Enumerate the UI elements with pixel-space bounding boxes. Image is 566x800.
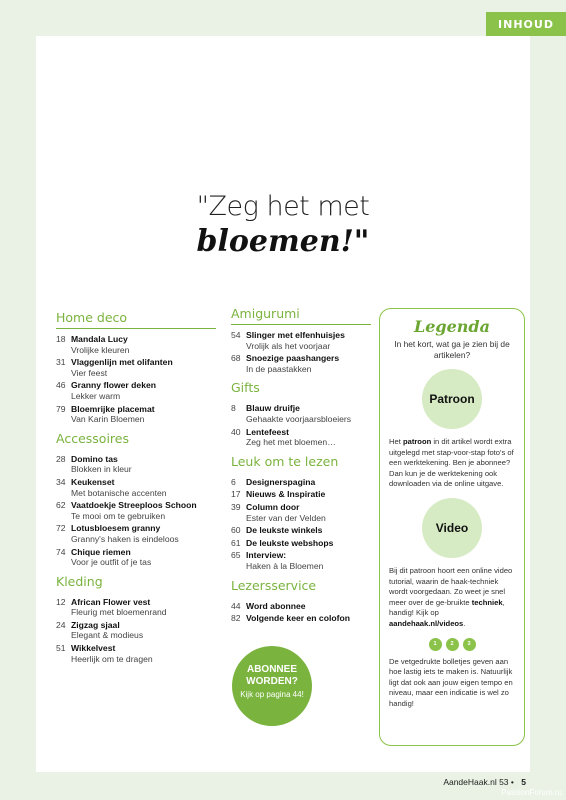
toc-entry[interactable]	[231, 403, 371, 424]
difficulty-dots	[389, 638, 515, 651]
patroon-bold: patroon	[402, 437, 432, 446]
toc-page-number: 18	[56, 334, 66, 344]
toc-page-number: 46	[56, 380, 66, 391]
toc-page-number: 24	[56, 619, 66, 630]
video-text-mid: , handig! Kijk op	[389, 597, 505, 618]
toc-entry-text	[246, 538, 333, 549]
toc-entry-text	[246, 477, 315, 488]
toc-entry[interactable]	[231, 489, 371, 500]
patroon-text-post: in dit artikel wordt extra uitgelegd met stap-voor-stap foto's of een werktekening. Ben je abonnee? Dan kun je de werktekening ook downloaden via de online uitgave.	[389, 437, 514, 489]
headline-line1: "Zeg het met	[196, 191, 370, 222]
toc-entry-title: Lentefeest	[246, 426, 289, 437]
toc-entry[interactable]	[56, 454, 216, 475]
toc-section	[231, 578, 371, 624]
toc-page-number: 28	[56, 453, 66, 464]
toc-entry-subtitle: Fleurig met bloemenrand	[71, 607, 167, 618]
toc-page-number: 65	[231, 550, 241, 561]
toc-entry-title: Keukenset	[71, 476, 115, 487]
video-text-end: .	[463, 618, 466, 628]
toc-entry-title: Zigzag sjaal	[71, 619, 120, 630]
toc-entry-text	[71, 357, 173, 378]
toc-entry-text	[246, 502, 326, 523]
toc-entry[interactable]	[231, 613, 371, 624]
toc-entry-title: Granny flower deken	[71, 380, 157, 391]
toc-section-title: Lezersservice	[231, 577, 317, 593]
toc-entry[interactable]	[56, 547, 216, 568]
toc-section-title: Kleding	[56, 573, 103, 589]
toc-entry-title: Interview:	[246, 550, 287, 561]
toc-entry-title: Blauw druifje	[246, 403, 300, 414]
toc-entry-text	[246, 550, 323, 571]
toc-page-number: 51	[56, 643, 66, 654]
toc-entry-title: African Flower vest	[71, 596, 151, 607]
toc-entry[interactable]	[56, 523, 216, 544]
toc-page-number: 44	[231, 600, 241, 611]
toc-entry-subtitle: Heerlijk om te dragen	[71, 653, 153, 664]
toc-entry[interactable]	[56, 357, 216, 378]
patroon-description	[389, 437, 515, 490]
toc-column-left	[56, 310, 216, 670]
toc-page-number: 39	[231, 501, 241, 512]
toc-entry-text	[71, 380, 156, 401]
toc-entry[interactable]	[231, 353, 371, 374]
toc-page-number: 31	[56, 357, 66, 368]
toc-entry[interactable]	[56, 597, 216, 618]
toc-entry-title: Snoezige paashangers	[246, 353, 340, 364]
footer-page-number: 5	[521, 777, 526, 787]
toc-entry[interactable]	[56, 404, 216, 425]
toc-entry-title: Chique riemen	[71, 546, 131, 557]
toc-entry-text	[246, 601, 306, 612]
badge-subtext: Kijk op pagina 44!	[240, 690, 304, 699]
toc-entry-title: Slinger met elfenhuisjes	[246, 330, 345, 340]
toc-entry-text	[71, 454, 132, 475]
toc-section-title: Accessoires	[56, 430, 129, 446]
toc-entry-subtitle: Blokken in kleur	[71, 464, 132, 475]
toc-entry[interactable]	[231, 502, 371, 523]
watermark: PassionForum.ru	[501, 788, 562, 797]
toc-entry-title: Vaatdoekje Streeploos Schoon	[71, 500, 197, 511]
legend-box	[379, 308, 525, 746]
toc-page-number: 60	[231, 525, 241, 536]
toc-entry-text	[246, 489, 325, 500]
toc-entry[interactable]	[56, 334, 216, 355]
difficulty-dot-icon: 2	[446, 638, 459, 651]
legend-subtitle: In het kort, wat ga je zien bij de artikelen?	[394, 339, 510, 360]
footer-bullet: •	[510, 777, 514, 787]
toc-entry[interactable]	[231, 330, 371, 351]
toc-entry-title: Column door	[246, 501, 300, 512]
toc-section	[56, 310, 216, 425]
video-description	[389, 566, 515, 630]
toc-entry[interactable]	[231, 550, 371, 571]
toc-entry-text	[71, 334, 129, 355]
toc-entry-title: Bloemrijke placemat	[71, 403, 155, 414]
headline	[36, 191, 530, 259]
toc-entry[interactable]	[231, 538, 371, 549]
toc-entry-text	[71, 404, 155, 425]
toc-entry-subtitle: Vrolijke kleuren	[71, 344, 130, 355]
toc-entry-subtitle: Met botanische accenten	[71, 487, 167, 498]
video-bold-techniek: techniek	[471, 597, 503, 607]
toc-section	[231, 454, 371, 572]
section-tab: INHOUD	[486, 12, 566, 36]
toc-page-number: 54	[231, 330, 241, 340]
patroon-circle-icon	[422, 369, 482, 429]
toc-entry-title: Wikkelvest	[71, 643, 116, 654]
toc-entry-text	[246, 613, 350, 624]
toc-entry[interactable]	[56, 380, 216, 401]
toc-entry-title: De leukste webshops	[246, 537, 334, 548]
toc-page-number: 8	[231, 403, 236, 414]
toc-entry-subtitle: Te mooi om te gebruiken	[71, 510, 166, 521]
toc-section	[56, 431, 216, 568]
toc-entry-subtitle: Vrolijk als het voorjaar	[246, 340, 331, 351]
toc-entry-title: Volgende keer en colofon	[246, 613, 350, 624]
toc-entry-text	[71, 597, 167, 618]
video-label: Video	[435, 520, 469, 535]
toc-page-number: 72	[56, 523, 66, 534]
patroon-label: Patroon	[429, 392, 475, 406]
toc-entry-title: Vlaggenlijn met olifanten	[71, 357, 173, 368]
toc-entry-title: Designerspagina	[246, 476, 316, 487]
toc-entry-text	[71, 523, 179, 544]
subscribe-badge[interactable]	[232, 646, 312, 726]
toc-entry-subtitle: Lekker warm	[71, 390, 121, 401]
toc-section	[231, 306, 371, 374]
toc-section-title: Home deco	[56, 310, 216, 329]
toc-entry[interactable]	[56, 477, 216, 498]
toc-entry-text	[246, 353, 339, 374]
toc-entry-title: Mandala Lucy	[71, 334, 128, 344]
toc-section	[56, 574, 216, 665]
toc-section-title: Leuk om te lezen	[231, 453, 339, 469]
toc-entry-subtitle: Elegant & modieus	[71, 630, 144, 641]
toc-entry-text	[246, 330, 345, 351]
toc-entry-subtitle: Zeg het met bloemen…	[246, 437, 336, 448]
patroon-text-pre: Het	[389, 437, 401, 446]
toc-page-number: 74	[56, 546, 66, 557]
toc-page-number: 61	[231, 537, 241, 548]
toc-page-number: 17	[231, 489, 241, 500]
toc-entry-text	[71, 500, 197, 521]
toc-page-number: 62	[56, 500, 66, 511]
page-footer	[443, 777, 526, 787]
toc-page-number: 34	[56, 476, 66, 487]
toc-entry[interactable]	[231, 427, 371, 448]
toc-section-title: Gifts	[231, 380, 260, 396]
toc-entry-text	[246, 525, 322, 536]
toc-entry-subtitle: Granny's haken is eindeloos	[71, 533, 179, 544]
difficulty-dot-icon: 1	[429, 638, 442, 651]
toc-entry-title: De leukste winkels	[246, 525, 323, 536]
toc-entry-title: Lotusbloesem granny	[71, 523, 161, 534]
toc-entry-subtitle: Haken à la Bloemen	[246, 560, 324, 571]
toc-entry-subtitle: Vier feest	[71, 367, 108, 378]
toc-entry-subtitle: Voor je outfit of je tas	[71, 557, 152, 568]
toc-entry[interactable]	[231, 525, 371, 536]
difficulty-description: De vetgedrukte bolletjes geven aan hoe lastig iets te maken is. Natuurlijk ligt dat ook aan jouw eigen tempo en niveau, maar een indicatie is wel zo handig!	[389, 656, 513, 708]
toc-entry-subtitle: Gehaakte voorjaarsbloeiers	[246, 413, 352, 424]
toc-entry-text	[246, 427, 336, 448]
toc-section-title: Amigurumi	[231, 306, 371, 325]
toc-page-number: 6	[231, 476, 236, 487]
footer-issue: AandeHaak.nl 53	[443, 777, 509, 787]
toc-column-middle	[231, 306, 371, 630]
video-circle-icon	[422, 498, 482, 558]
toc-entry[interactable]	[231, 601, 371, 612]
toc-entry[interactable]	[231, 477, 371, 488]
toc-entry-text	[71, 547, 151, 568]
toc-entry-text	[71, 620, 143, 641]
badge-heading: ABONNEE WORDEN?	[246, 664, 298, 687]
toc-page-number: 82	[231, 613, 241, 624]
toc-section	[231, 380, 371, 447]
toc-page-number: 40	[231, 426, 241, 437]
toc-entry-text	[246, 403, 351, 424]
toc-entry-title: Nieuws & Inspiratie	[246, 489, 326, 500]
toc-entry[interactable]	[56, 643, 216, 664]
legend-title: Legenda	[414, 317, 490, 336]
toc-entry-text	[71, 643, 153, 664]
difficulty-dot-icon: 3	[463, 638, 476, 651]
toc-entry-subtitle: Van Karin Bloemen	[71, 414, 145, 425]
toc-page-number: 68	[231, 353, 241, 364]
toc-entry-text	[71, 477, 167, 498]
toc-entry-title: Word abonnee	[246, 600, 306, 611]
toc-entry[interactable]	[56, 620, 216, 641]
toc-page-number: 79	[56, 403, 66, 414]
video-link[interactable]: aandehaak.nl/videos	[389, 618, 464, 628]
toc-entry-title: Domino tas	[71, 453, 118, 464]
toc-entry-subtitle: In de paastakken	[246, 363, 312, 374]
toc-entry-subtitle: Ester van der Velden	[246, 512, 326, 523]
video-text-pre: Bij dit patroon hoort een online video tutorial, waarin de haak-techniek wordt voorgedaan. Zo weet je snel meer over de ge-bruikte	[389, 565, 513, 607]
toc-entry[interactable]	[56, 500, 216, 521]
headline-line2: bloemen!"	[196, 224, 370, 259]
toc-page-number: 12	[56, 596, 66, 607]
